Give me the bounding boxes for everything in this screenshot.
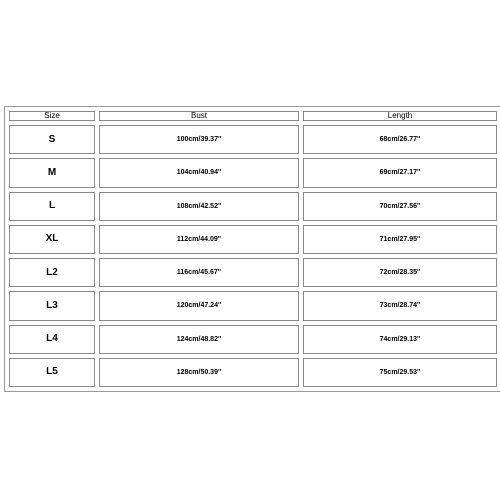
size-cell: L (9, 192, 95, 221)
table-row (9, 158, 497, 187)
size-cell: M (9, 158, 95, 187)
bust-cell: 104cm/40.94'' (99, 158, 299, 187)
table-row (9, 258, 497, 287)
header-bust: Bust (99, 111, 299, 121)
table-row (9, 358, 497, 387)
bust-cell: 128cm/50.39'' (99, 358, 299, 387)
length-cell: 72cm/28.35'' (303, 258, 497, 287)
header-length: Length (303, 111, 497, 121)
size-chart-table (4, 106, 500, 392)
bust-cell: 108cm/42.52'' (99, 192, 299, 221)
table-header-row (9, 111, 497, 121)
size-cell: L2 (9, 258, 95, 287)
table-row (9, 325, 497, 354)
length-cell: 70cm/27.56'' (303, 192, 497, 221)
table-row (9, 125, 497, 154)
size-cell: XL (9, 225, 95, 254)
size-cell: L3 (9, 291, 95, 320)
table-row (9, 225, 497, 254)
length-cell: 69cm/27.17'' (303, 158, 497, 187)
length-cell: 75cm/29.53'' (303, 358, 497, 387)
length-cell: 71cm/27.95'' (303, 225, 497, 254)
bust-cell: 116cm/45.67'' (99, 258, 299, 287)
length-cell: 74cm/29.13'' (303, 325, 497, 354)
length-cell: 68cm/26.77'' (303, 125, 497, 154)
size-cell: L5 (9, 358, 95, 387)
length-cell: 73cm/28.74'' (303, 291, 497, 320)
table-row (9, 192, 497, 221)
bust-cell: 100cm/39.37'' (99, 125, 299, 154)
size-cell: S (9, 125, 95, 154)
bust-cell: 124cm/48.82'' (99, 325, 299, 354)
table-row (9, 291, 497, 320)
header-size: Size (9, 111, 95, 121)
size-cell: L4 (9, 325, 95, 354)
bust-cell: 112cm/44.09'' (99, 225, 299, 254)
bust-cell: 120cm/47.24'' (99, 291, 299, 320)
